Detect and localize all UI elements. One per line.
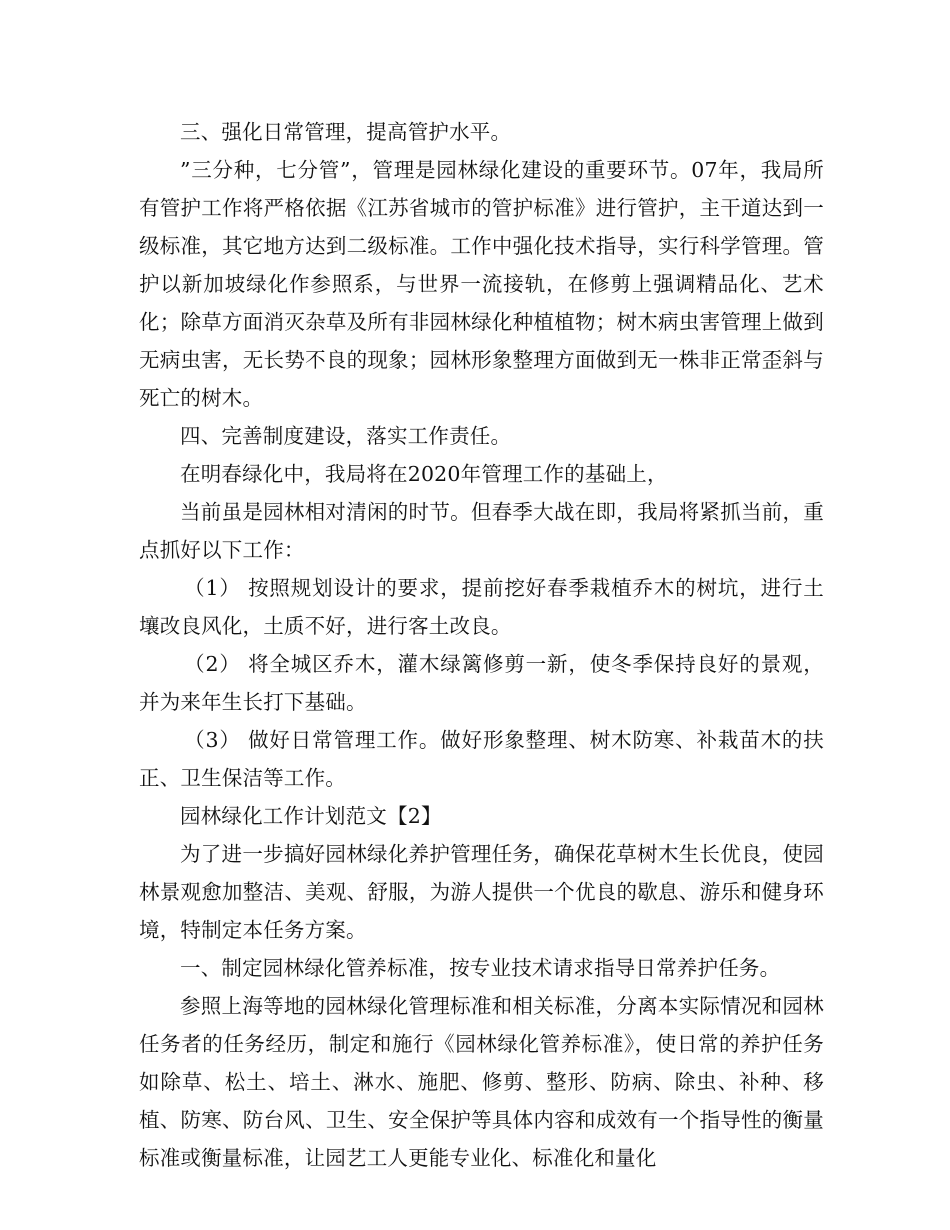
list-item: （3） 做好日常管理工作。做好形象整理、树木防寒、补栽苗木的扶正、卫生保洁等工作。 [139,728,824,790]
list-item: （2） 将全城区乔木，灌木绿篱修剪一新，使冬季保持良好的景观，并为来年生长打下基础。 [139,652,824,714]
section-heading-3: 三、强化日常管理，提高管护水平。 [180,120,512,144]
section-heading-4: 四、完善制度建设，落实工作责任。 [180,424,512,448]
list-item: （1） 按照规划设计的要求，提前挖好春季栽植乔木的树坑，进行土壤改良风化，土质不好，进行客土改良。 [139,576,824,638]
body-paragraph: 为了进一步搞好园林绿化养护管理任务，确保花草树木生长优良，使园林景观愈加整洁、美观、舒服，为游人提供一个优良的歇息、游乐和健身环境，特制定本任务方案。 [139,842,824,942]
body-paragraph: 当前虽是园林相对清闲的时节。但春季大战在即，我局将紧抓当前，重点抓好以下工作： [139,500,824,562]
body-paragraph: 参照上海等地的园林绿化管理标准和相关标准，分离本实际情况和园林任务者的任务经历，制定和施行《园林绿化管养标准》，使日常的养护任务如除草、松土、培土、淋水、施肥、修剪、整形、防病、除虫、补种、移植、防寒、防台风、卫生、安全保护等具体内容和成效有一个指导性的衡量标准或衡量标准，让园艺工人更能专业化、标准化和量化 [139,994,824,1170]
document-page [139,113,824,1177]
body-paragraph: ”三分种，七分管”，管理是园林绿化建设的重要环节。07年，我局所有管护工作将严格依据《江苏省城市的管护标准》进行管护，主干道达到一级标准，其它地方达到二级标准。工作中强化技术指导，实行科学管理。管护以新加坡绿化作参照系，与世界一流接轨，在修剪上强调精品化、艺术化；除草方面消灭杂草及所有非园林绿化种植植物；树木病虫害管理上做到无病虫害，无长势不良的现象；园林形象整理方面做到无一株非正常歪斜与死亡的树木。 [139,158,824,410]
article-title: 园林绿化工作计划范文【2】 [180,804,442,828]
section-heading-1: 一、制定园林绿化管养标准，按专业技术请求指导日常养护任务。 [180,956,781,980]
body-paragraph: 在明春绿化中，我局将在2020年管理工作的基础上， [180,462,668,486]
